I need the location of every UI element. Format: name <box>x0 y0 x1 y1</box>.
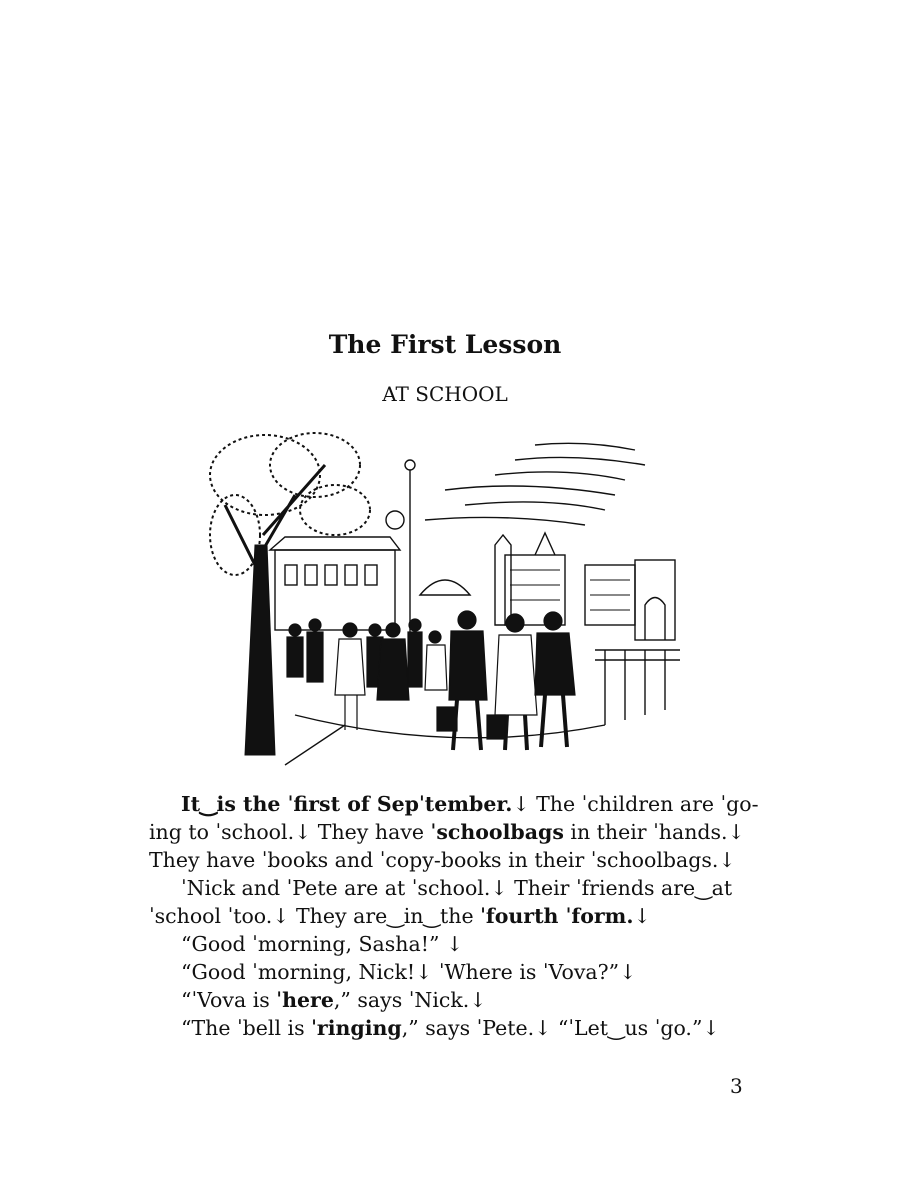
text-run: ↓ <box>633 904 651 928</box>
bold-text: ˈfourth ˈform. <box>480 904 634 928</box>
text-run: ↓ The ˈchildren are ˈgo- <box>512 792 759 816</box>
text-run: the <box>440 904 481 928</box>
text-run: They have ˈbooks and ˈcopy-books in their ˈschoolbags.↓ <box>149 848 736 872</box>
text-line <box>149 818 749 846</box>
text-run: ‿ <box>387 904 404 928</box>
text-run: ‿ <box>695 876 712 900</box>
text-run: ‿ <box>607 1016 625 1040</box>
text-run: ,” says ˈNick.↓ <box>333 988 487 1012</box>
bold-text: ˈhere <box>276 988 334 1012</box>
text-line <box>149 902 749 930</box>
bold-text: is the ˈfirst of Sepˈtember. <box>216 792 513 816</box>
text-run: ,” says ˈPete.↓ “ˈLet <box>401 1016 608 1040</box>
lesson-text <box>149 790 759 1042</box>
text-run: ‿ <box>423 904 440 928</box>
text-run: “Good ˈmorning, Nick!↓ ˈWhere is ˈVova?”↓ <box>181 960 637 984</box>
text-run: at <box>711 876 733 900</box>
text-run: “The ˈbell is <box>181 1016 312 1040</box>
text-run: in their ˈhands.↓ <box>563 820 745 844</box>
text-line <box>149 958 749 986</box>
bold-text: It <box>181 792 201 816</box>
bold-text: ˈschoolbags <box>430 820 564 844</box>
text-run: ˈschool ˈtoo.↓ They are <box>149 904 388 928</box>
text-run: ˈNick and ˈPete are at ˈschool.↓ Their ˈfriends are <box>181 876 696 900</box>
text-line <box>149 846 749 874</box>
text-run: “ˈVova is <box>181 988 277 1012</box>
bold-text: ‿ <box>200 792 217 816</box>
illustration-drawing <box>205 425 685 775</box>
school-street-illustration <box>205 425 685 775</box>
lesson-title: The First Lesson <box>328 330 562 359</box>
bold-text: ˈringing <box>311 1016 402 1040</box>
text-run: in <box>403 904 424 928</box>
page-number: 3 <box>730 1074 743 1098</box>
section-subtitle: AT SCHOOL <box>382 382 508 406</box>
text-line <box>149 986 749 1014</box>
text-line <box>149 790 759 818</box>
text-run: us ˈgo.”↓ <box>624 1016 720 1040</box>
text-line <box>149 874 749 902</box>
text-line <box>149 1014 749 1042</box>
text-run: “Good ˈmorning, Sasha!” ↓ <box>181 932 464 956</box>
text-run: ing to ˈschool.↓ They have <box>149 820 431 844</box>
text-line <box>149 930 749 958</box>
